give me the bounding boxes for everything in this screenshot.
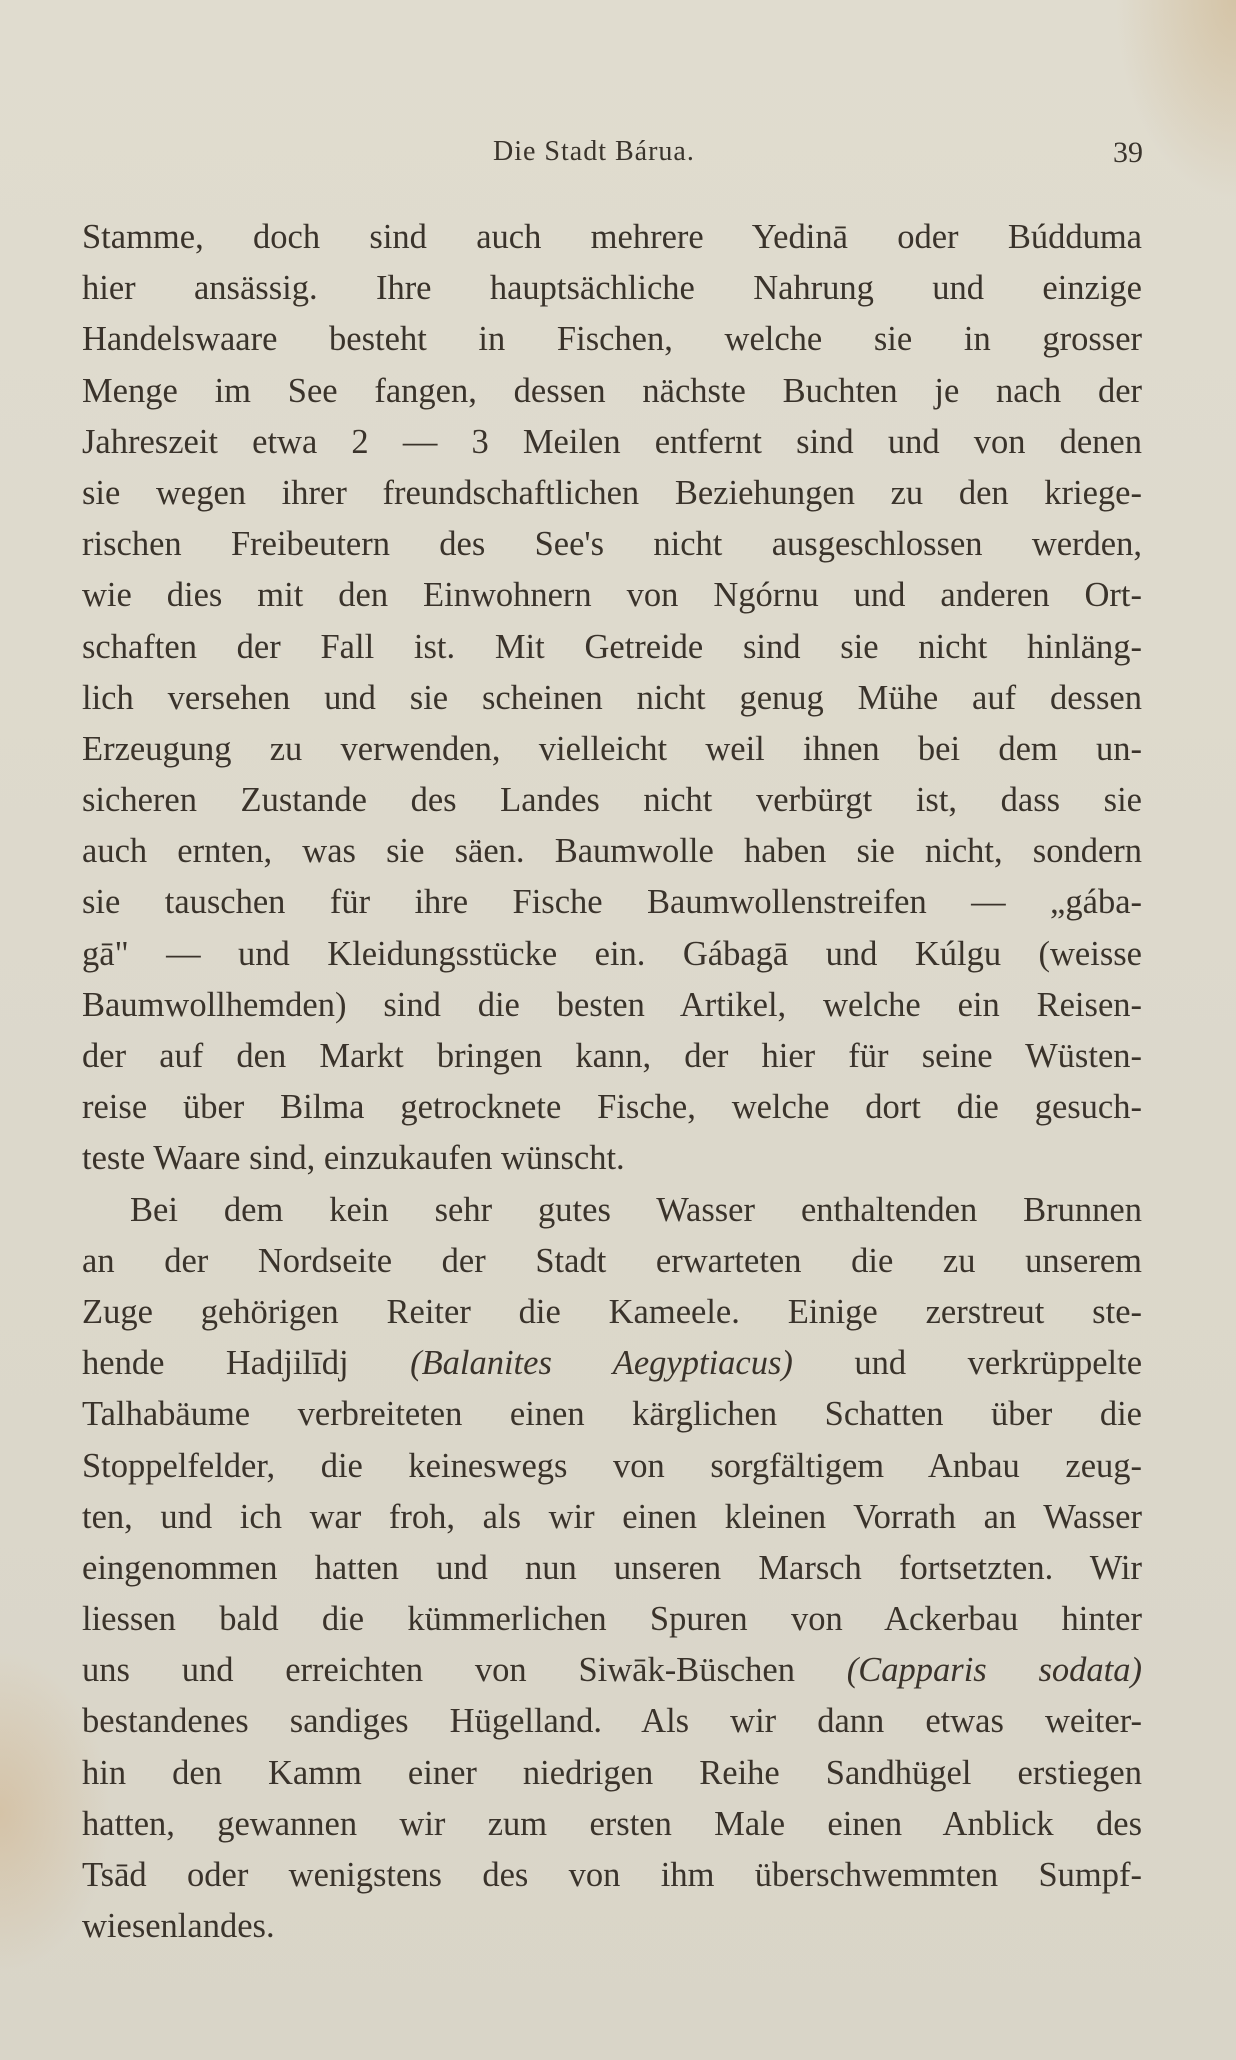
text-line: hatten, gewannen wir zum ersten Male einen Anblick des (82, 1804, 1142, 1843)
text-line: Bei dem kein sehr gutes Wasser enthaltenden Brunnen (130, 1190, 1142, 1229)
text-line: liessen bald die kümmerlichen Spuren von Ackerbau hinter (82, 1600, 1142, 1639)
text-line: schaften der Fall ist. Mit Getreide sind sie nicht hinläng- (82, 627, 1142, 666)
text-segment: und verkrüppelte (792, 1344, 1143, 1383)
italic-species-name: (Capparis sodata) (846, 1651, 1142, 1690)
text-line: wiesenlandes. (82, 1907, 275, 1946)
text-line: Stamme, doch sind auch mehrere Yedinā oder Búdduma (82, 218, 1142, 256)
text-line: Zuge gehörigen Reiter die Kameele. Einige zerstreut ste- (82, 1292, 1142, 1331)
text-line (82, 1338, 1142, 1389)
text-line: der auf den Markt bringen kann, der hier für seine Wüsten- (82, 1037, 1142, 1075)
text-line: sicheren Zustande des Landes nicht verbürgt ist, dass sie (82, 781, 1142, 820)
text-line: Stoppelfelder, die keineswegs von sorgfältigem Anbau zeug- (82, 1446, 1142, 1485)
text-line: Menge im See fangen, dessen nächste Buchten je nach der (82, 371, 1142, 410)
text-line (82, 1645, 1142, 1696)
text-line: teste Waare sind, einzukaufen wünscht. (82, 1139, 625, 1178)
text-line: ten, und ich war froh, als wir einen kleinen Vorrath an Wasser (82, 1497, 1142, 1536)
text-line: hin den Kamm einer niedrigen Reihe Sandhügel erstiegen (82, 1753, 1142, 1792)
running-head (0, 136, 1236, 176)
text-line: rischen Freibeutern des See's nicht ausgeschlossen werden, (82, 525, 1142, 564)
text-line: Tsād oder wenigstens des von ihm überschwemmten Sumpf- (82, 1856, 1142, 1894)
text-line: sie wegen ihrer freundschaftlichen Beziehungen zu den kriege- (82, 473, 1142, 512)
body-text (82, 212, 1142, 1952)
text-line: sie tauschen für ihre Fische Baumwollenstreifen — „gába- (82, 883, 1142, 922)
text-line: Jahreszeit etwa 2 — 3 Meilen entfernt sind und von denen (82, 422, 1142, 461)
text-line: eingenommen hatten und nun unseren Marsch fortsetzten. Wir (82, 1548, 1142, 1587)
text-line: Talhabäume verbreiteten einen kärglichen Schatten über die (82, 1395, 1142, 1434)
text-line: bestandenes sandiges Hügelland. Als wir dann etwas weiter- (82, 1702, 1142, 1741)
text-line: wie dies mit den Einwohnern von Ngórnu und anderen Ort- (82, 576, 1142, 615)
text-segment: uns und erreichten von Siwāk-Büschen (82, 1651, 847, 1690)
text-line: lich versehen und sie scheinen nicht genug Mühe auf dessen (82, 678, 1142, 717)
text-line: auch ernten, was sie säen. Baumwolle haben sie nicht, sondern (82, 832, 1142, 871)
page-number: 39 (1113, 136, 1143, 169)
text-line: Erzeugung zu verwenden, vielleicht weil ihnen bei dem un- (82, 729, 1142, 768)
italic-species-name: (Balanites Aegyptiacus) (410, 1344, 793, 1383)
text-line: gā" — und Kleidungsstücke ein. Gábagā und Kúlgu (weisse (82, 934, 1142, 973)
text-line: Baumwollhemden) sind die besten Artikel, welche ein Reisen- (82, 985, 1142, 1024)
text-line: an der Nordseite der Stadt erwarteten die zu unserem (82, 1241, 1142, 1280)
text-segment: hende Hadjilīdj (82, 1344, 411, 1383)
text-line: reise über Bilma getrocknete Fische, welche dort die gesuch- (82, 1088, 1142, 1127)
text-line: Handelswaare besteht in Fischen, welche sie in grosser (82, 320, 1142, 359)
running-title: Die Stadt Bárua. (493, 136, 695, 167)
text-line: hier ansässig. Ihre hauptsächliche Nahrung und einzige (82, 269, 1142, 308)
